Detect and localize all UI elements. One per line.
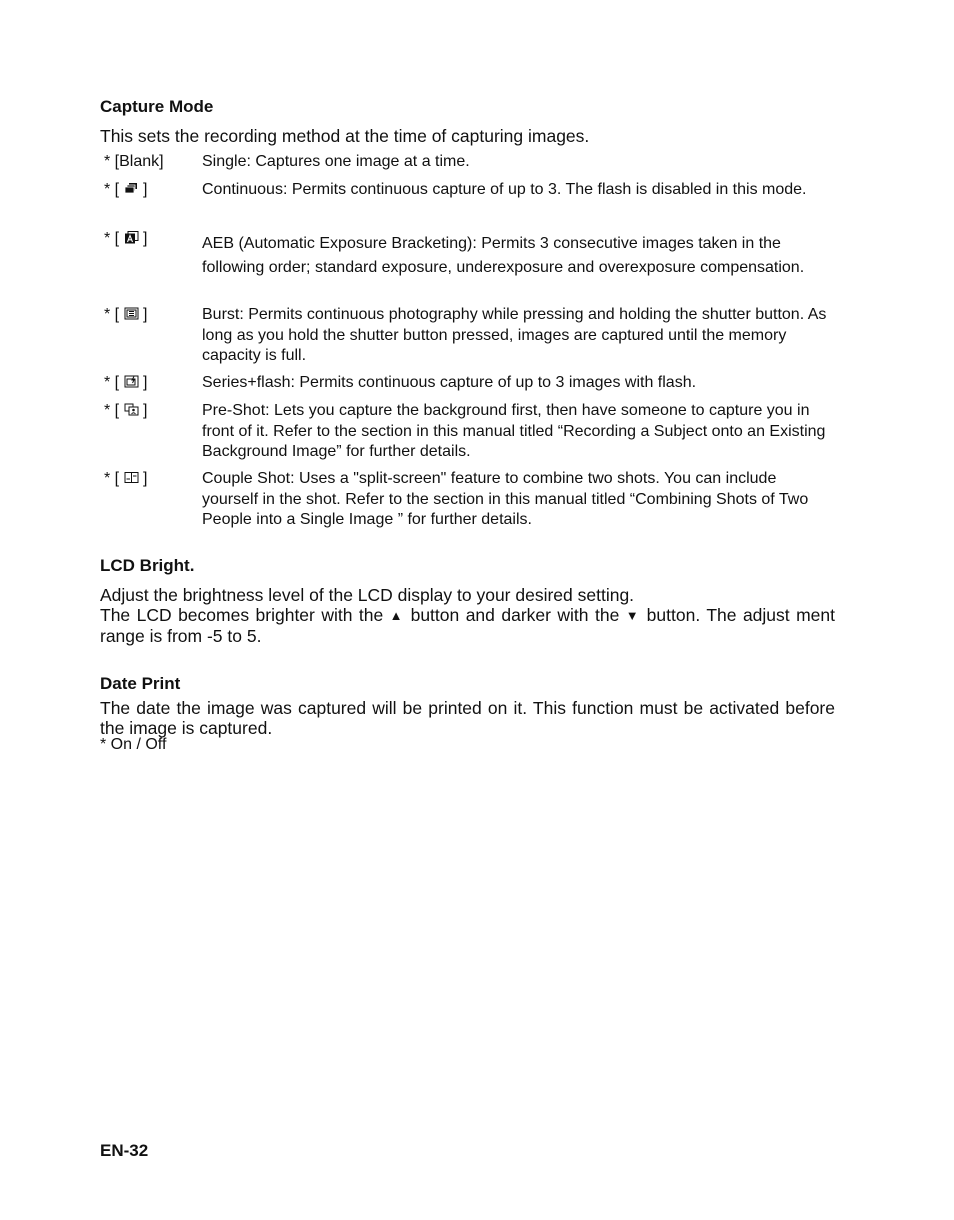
pre-shot-icon [124, 403, 139, 416]
couple-shot-icon [124, 471, 139, 484]
option-key-prefix: * [ [104, 230, 120, 247]
series-flash-icon [124, 375, 139, 388]
date-print-description: The date the image was captured will be printed on it. This function must be activated before the image is captured. [100, 698, 835, 738]
lcd-bright-text-c: button. The adjust ment range is from -5 to 5. [100, 605, 835, 646]
option-description: Pre-Shot: Lets you capture the background first, then have someone to capture you in front of it. Refer to the section in this manual titled “Recording a Subject onto an Existing Background Image” for further details. [202, 402, 826, 460]
option-description: Couple Shot: Uses a "split-screen" feature to combine two shots. You can include yourself in the shot. Refer to the section in this manual titled “Combining Shots of Two People into a Single Image ” for further details. [202, 470, 809, 528]
lcd-bright-line1: Adjust the brightness level of the LCD display to your desired setting. [100, 585, 635, 605]
option-key-suffix: ] [143, 181, 148, 198]
option-key-suffix: ] [143, 374, 148, 391]
option-key-suffix: ] [143, 230, 148, 247]
up-arrow-icon: ▲ [389, 608, 405, 623]
capture-mode-intro: This sets the recording method at the time of capturing images. [100, 126, 590, 146]
option-key-prefix: * [ [104, 181, 120, 198]
option-description: Burst: Permits continuous photography while pressing and holding the shutter button. As long as you hold the shutter button pressed, images are captured until the memory capacity is full. [202, 306, 827, 364]
aeb-icon [124, 231, 139, 244]
option-description: AEB (Automatic Exposure Bracketing): Permits 3 consecutive images taken in the following order; standard exposure, underexposure and overexposure compensation. [202, 235, 805, 276]
option-key-suffix: ] [143, 470, 148, 487]
option-key-prefix: * [ [104, 402, 120, 419]
continuous-icon [124, 182, 139, 195]
option-description: Series+flash: Permits continuous capture of up to 3 images with flash. [202, 374, 697, 391]
date-print-options: * On / Off [100, 736, 167, 753]
lcd-bright-heading: LCD Bright. [100, 556, 195, 575]
option-description: Continuous: Permits continuous capture of up to 3. The flash is disabled in this mode. [202, 181, 807, 198]
option-key-prefix: * [ [104, 306, 120, 323]
option-key: * [Blank] [104, 153, 164, 170]
capture-mode-heading: Capture Mode [100, 97, 214, 116]
burst-icon [124, 307, 139, 320]
lcd-bright-text-b: button and darker with the [404, 605, 626, 625]
option-key-prefix: * [ [104, 374, 120, 391]
option-description: Single: Captures one image at a time. [202, 153, 470, 170]
option-key-prefix: * [ [104, 470, 120, 487]
page-number: EN-32 [100, 1141, 149, 1160]
down-arrow-icon: ▼ [625, 608, 641, 623]
option-key-suffix: ] [143, 402, 148, 419]
option-key-suffix: ] [143, 306, 148, 323]
lcd-bright-text-a: The LCD becomes brighter with the [100, 605, 390, 625]
date-print-heading: Date Print [100, 674, 181, 693]
lcd-bright-description [100, 585, 835, 646]
